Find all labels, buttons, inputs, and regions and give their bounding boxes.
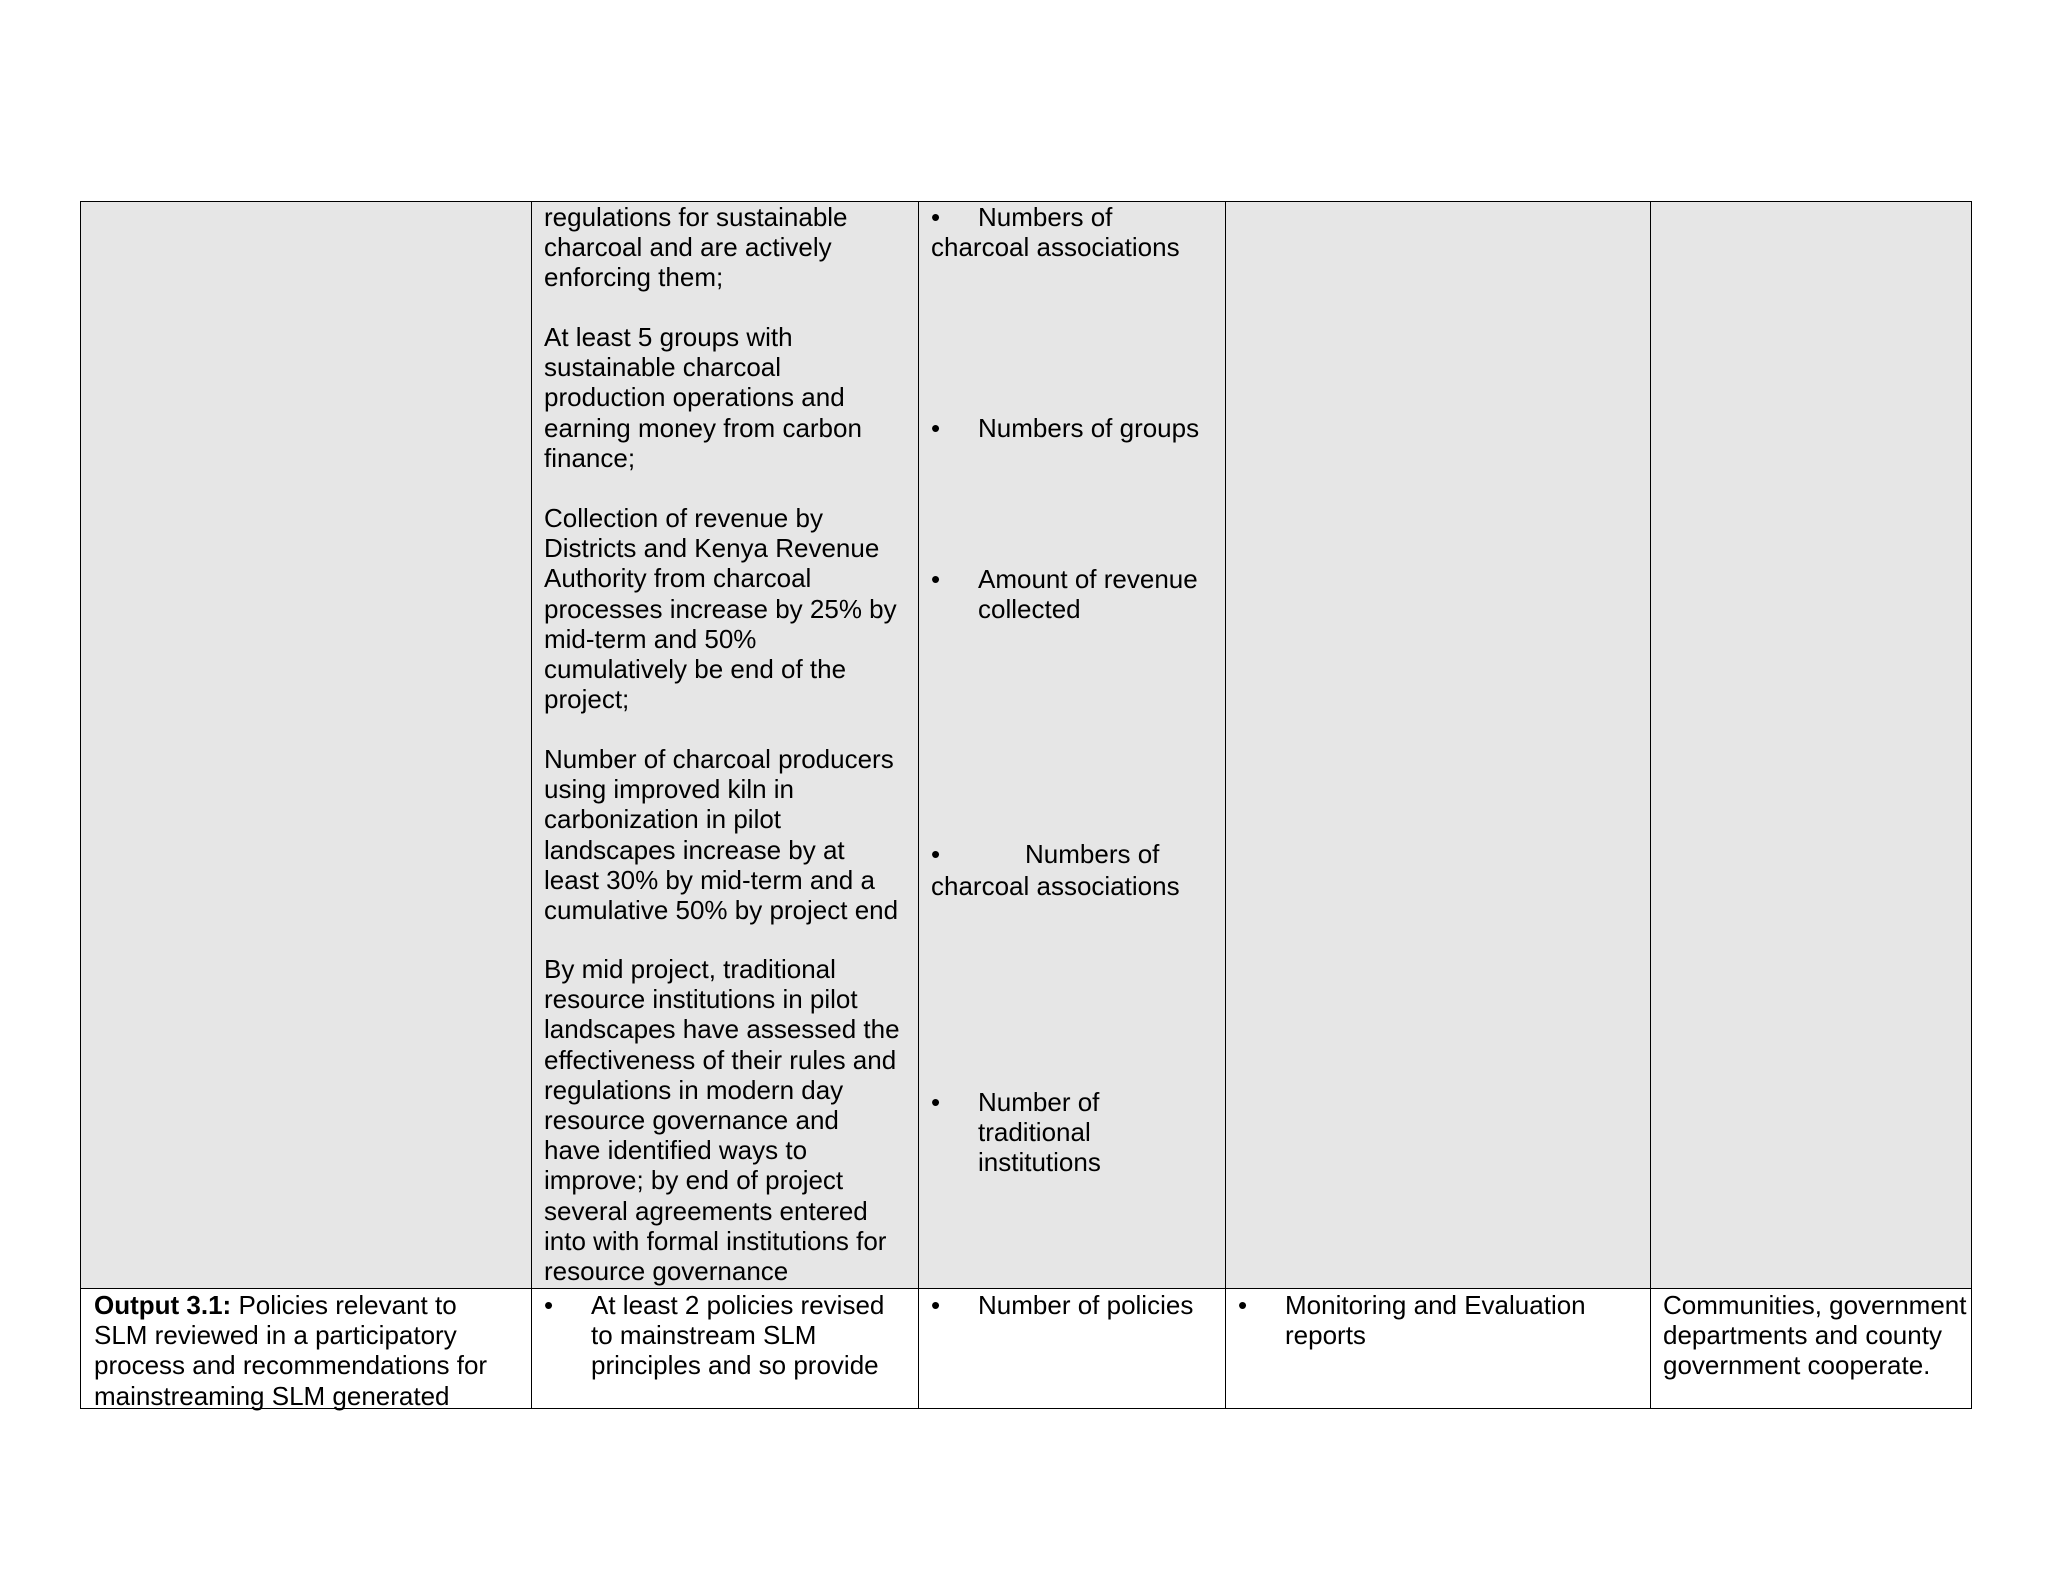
output-description: [94, 1290, 528, 1411]
bullet-glyph: •: [931, 413, 941, 443]
column-divider: [1225, 202, 1226, 1408]
column-divider: [918, 202, 919, 1408]
output-verification-text: Monitoring and Evaluation reports: [1285, 1290, 1586, 1351]
indicators-cell-continued: [931, 202, 1221, 1288]
output-indicator-text: Number of policies: [978, 1290, 1194, 1320]
column-divider: [1650, 202, 1651, 1408]
target-text: Number of charcoal producers using improved kiln in carbonization in pilot landscapes increase by at least 30% by mid-term and a cumulative 50% by project end: [544, 744, 899, 926]
output-label: Output 3.1:: [94, 1290, 232, 1320]
indicator-text: Number of traditional institutions: [978, 1087, 1101, 1178]
bullet-glyph: •: [931, 1087, 941, 1117]
bullet-glyph: •: [931, 564, 941, 594]
logframe-table: [80, 201, 1972, 1409]
bullet-glyph: •: [931, 202, 941, 232]
target-text: At least 5 groups with sustainable charcoal production operations and earning money from carbon finance;: [544, 322, 862, 473]
indicator-text: charcoal associations: [931, 232, 1180, 262]
indicator-text: Numbers of: [978, 202, 1113, 232]
output-text: Policies relevant to SLM reviewed in a participatory process and recommendations for mainstreaming SLM generated: [94, 1290, 488, 1411]
indicator-text: Amount of revenue collected: [978, 564, 1198, 625]
row-divider: [81, 1288, 1971, 1289]
output-assumptions-text: Communities, government departments and county government cooperate.: [1663, 1290, 1967, 1381]
target-text: By mid project, traditional resource institutions in pilot landscapes have assessed the effectiveness of their rules and regulations in modern day resource governance and have identified ways to improve; by end of project several agreements entered into with formal institutions for resource governance: [544, 954, 900, 1287]
output-target-text: At least 2 policies revised to mainstream SLM principles and so provide: [591, 1290, 885, 1381]
indicator-text: charcoal associations: [931, 871, 1180, 901]
column-divider: [531, 202, 532, 1408]
target-text: Collection of revenue by Districts and Kenya Revenue Authority from charcoal processes increase by 25% by mid-term and 50% cumulatively be end of the project;: [544, 503, 897, 715]
target-text: regulations for sustainable charcoal and are actively enforcing them;: [544, 202, 848, 293]
indicator-text: Numbers of: [1025, 839, 1160, 869]
targets-cell-continued: [544, 202, 914, 1288]
bullet-glyph: •: [544, 1290, 554, 1320]
indicator-text: Numbers of groups: [978, 413, 1200, 443]
bullet-glyph: •: [931, 1290, 941, 1320]
bullet-glyph: •: [1238, 1290, 1248, 1320]
bullet-glyph: •: [931, 839, 941, 869]
output-cell: [94, 1290, 528, 1411]
